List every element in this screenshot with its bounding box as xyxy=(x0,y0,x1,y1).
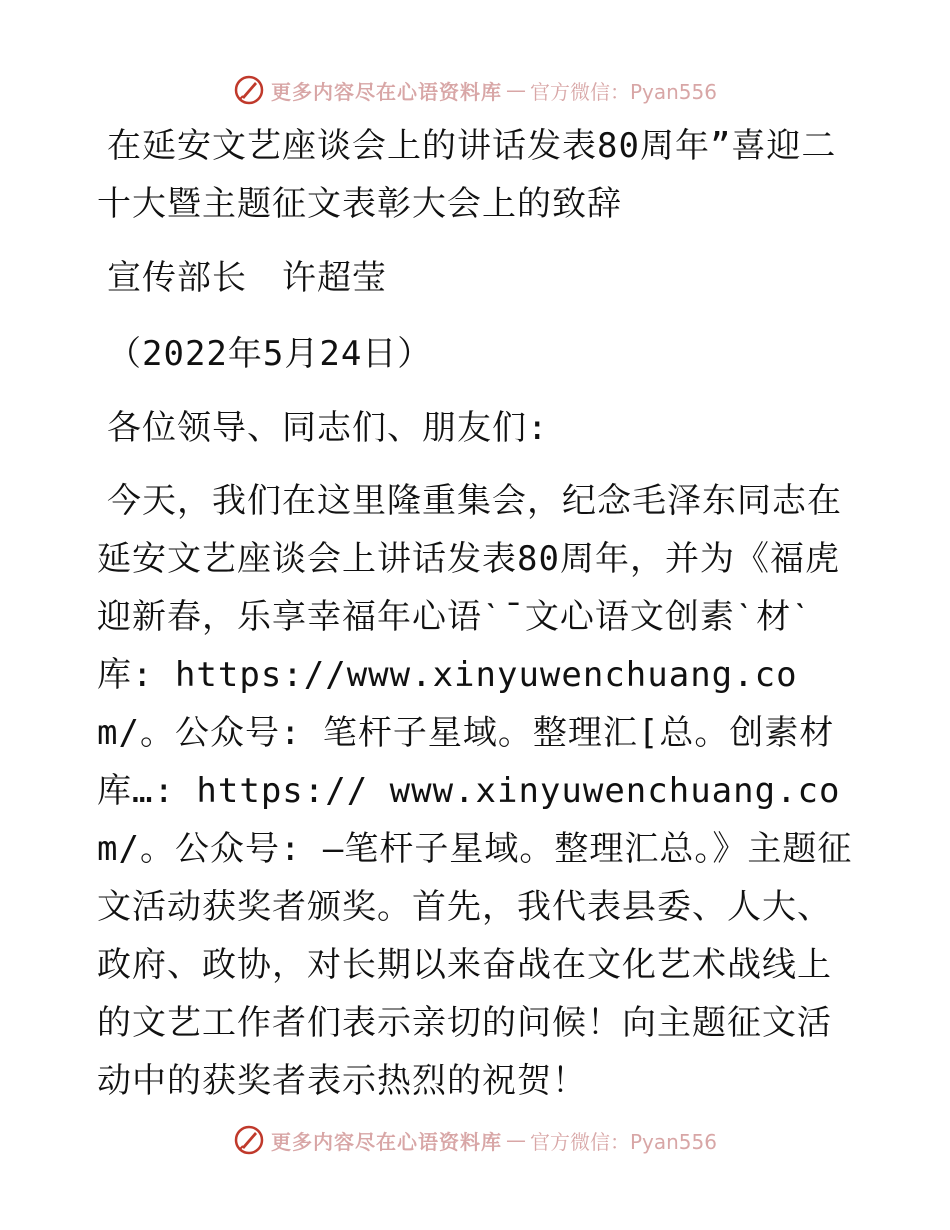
banner-site-text: 更多内容尽在心语资料库 xyxy=(270,1129,502,1154)
document-body-paragraph: 今天，我们在这里隆重集会，纪念毛泽东同志在延安文艺座谈会上讲话发表80周年，并为《福虎迎新春，乐享幸福年心语ˋˉ文心语文创素ˋ材ˋ库: https://www.xinyuwenchuang.com/。公众号: 笔杆子星域。整理汇[总。创素材库…: https:// www.xinyuwenchuang.com/。公众号: —笔杆子星域。整理汇总。》主题征文活动获奖者颁奖。首先，我代表县委、人大、政府、政协，对长期以来奋战在文化艺术战线上的文艺工作者们表示亲切的问候！向主题征文活动中的获奖者表示热烈的祝贺！ xyxy=(97,481,853,1101)
banner-site-text: 更多内容尽在心语资料库 xyxy=(270,79,502,104)
banner-wechat-text: 官方微信：Pyan556 xyxy=(529,79,717,104)
document-byline: 宣传部长 许超莹 xyxy=(107,258,387,298)
footer-banner xyxy=(0,1120,950,1160)
banner-dash: — xyxy=(505,78,526,102)
banner-wechat-text: 官方微信：Pyan556 xyxy=(529,1129,717,1154)
document-salutation: 各位领导、同志们、朋友们: xyxy=(107,408,549,448)
banner-dash: — xyxy=(505,1128,526,1152)
document-title: 在延安文艺座谈会上的讲话发表80周年”喜迎二十大暨主题征文表彰大会上的致辞 xyxy=(97,126,837,224)
quill-logo-icon xyxy=(233,1124,265,1156)
document-date: （2022年5月24日） xyxy=(107,334,433,374)
